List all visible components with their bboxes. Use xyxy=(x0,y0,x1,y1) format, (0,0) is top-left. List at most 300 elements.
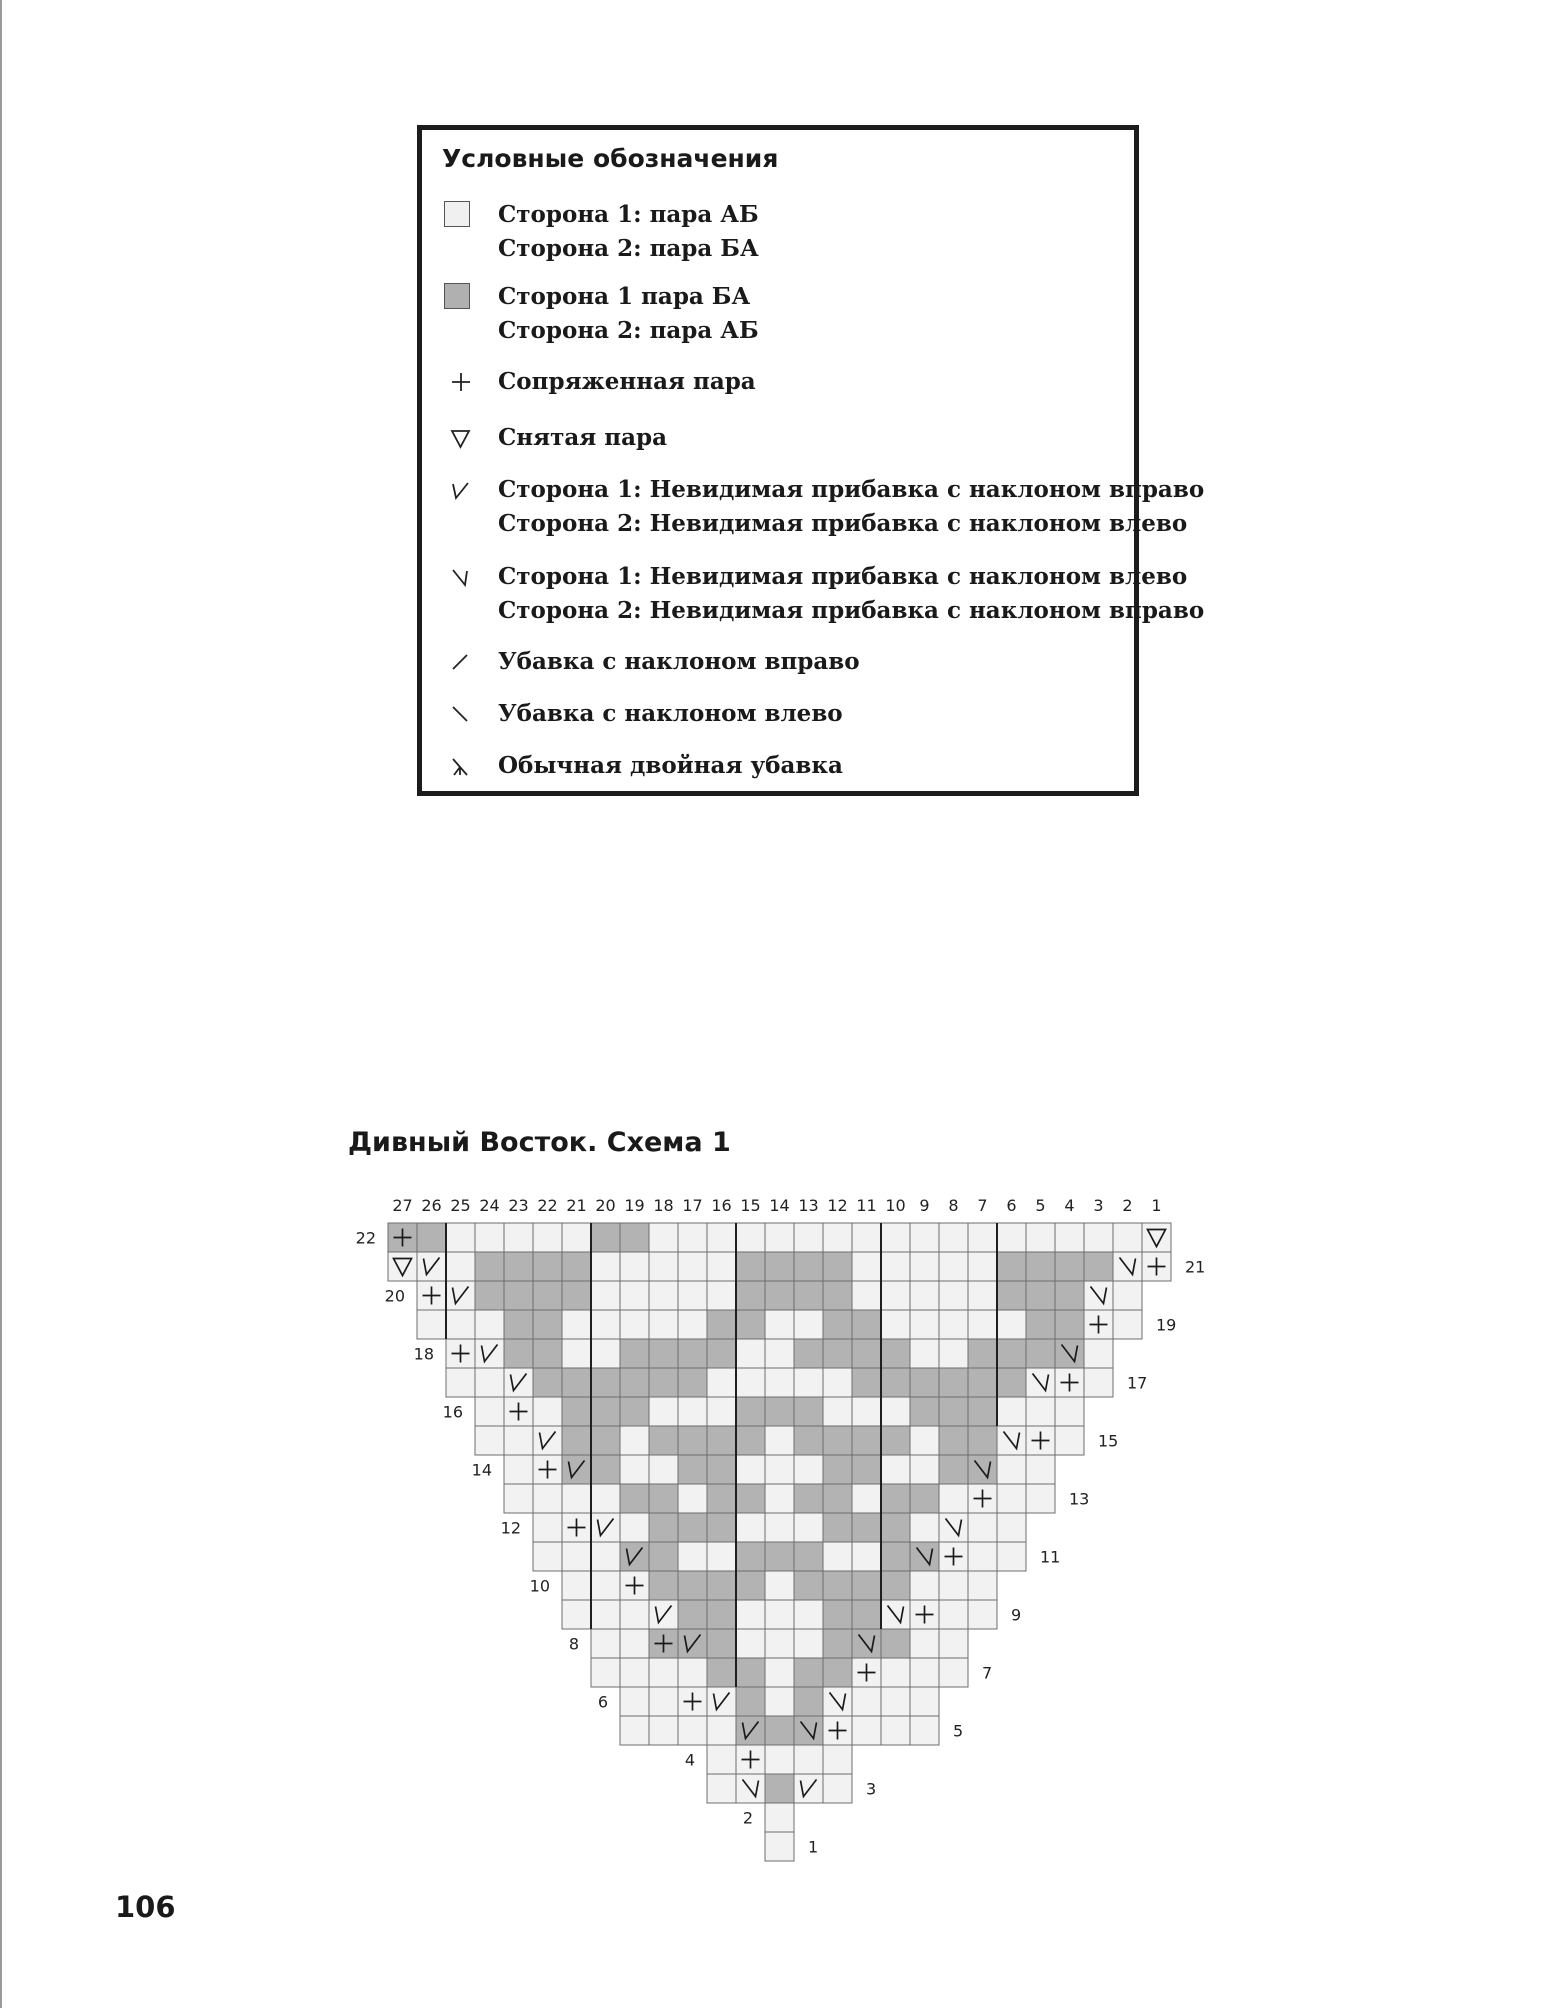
chart-cell xyxy=(533,1310,562,1339)
chart-cell xyxy=(707,1687,736,1716)
chart-cell xyxy=(417,1223,446,1252)
chart-cell xyxy=(591,1310,620,1339)
chart-cell xyxy=(794,1310,823,1339)
chart-cell xyxy=(794,1484,823,1513)
legend-line: Убавка с наклоном вправо xyxy=(498,648,860,675)
legend-line: Сторона 1: пара АБ xyxy=(498,201,759,228)
chart-cell xyxy=(968,1513,997,1542)
row-number: 22 xyxy=(355,1228,376,1248)
page-edge xyxy=(0,0,2,2008)
chart-cell xyxy=(794,1774,823,1803)
chart-cell xyxy=(620,1281,649,1310)
chart-cell xyxy=(504,1426,533,1455)
chart-cell xyxy=(939,1484,968,1513)
chart-cell xyxy=(591,1484,620,1513)
chart-cell xyxy=(852,1310,881,1339)
chart-cell xyxy=(852,1368,881,1397)
chart-cell xyxy=(562,1368,591,1397)
row-number: 11 xyxy=(1040,1547,1061,1567)
chart-cell xyxy=(678,1600,707,1629)
chart-cell xyxy=(678,1542,707,1571)
chart-cell xyxy=(591,1513,620,1542)
legend-line: Сторона 1 пара БА xyxy=(498,283,751,310)
chart-cell xyxy=(504,1484,533,1513)
chart-cell xyxy=(939,1397,968,1426)
chart-cell xyxy=(939,1223,968,1252)
chart-cell xyxy=(533,1281,562,1310)
chart-cell xyxy=(678,1455,707,1484)
chart-cell xyxy=(968,1339,997,1368)
chart-cell xyxy=(475,1223,504,1252)
legend-line: Сторона 2: пара АБ xyxy=(498,317,759,344)
chart-cell xyxy=(417,1310,446,1339)
chart-cell xyxy=(794,1368,823,1397)
legend-line: Сторона 1: Невидимая прибавка с наклоном влево xyxy=(498,563,1188,590)
chart-cell xyxy=(939,1368,968,1397)
chart-cell xyxy=(765,1658,794,1687)
chart-cell xyxy=(707,1397,736,1426)
chart-title: Дивный Восток. Схема 1 xyxy=(348,1127,731,1158)
chart-cell xyxy=(997,1281,1026,1310)
chart-cell xyxy=(852,1629,881,1658)
triangle-down-icon xyxy=(442,421,476,453)
chart-cell xyxy=(533,1252,562,1281)
chart-cell xyxy=(620,1252,649,1281)
column-number: 11 xyxy=(856,1196,877,1215)
chart-cell xyxy=(823,1310,852,1339)
chart-cell xyxy=(910,1368,939,1397)
chart-cell xyxy=(939,1455,968,1484)
chart-cell xyxy=(823,1368,852,1397)
chart-cell xyxy=(968,1542,997,1571)
chart-cell xyxy=(881,1513,910,1542)
chart-cell xyxy=(1055,1397,1084,1426)
chart-cell xyxy=(939,1252,968,1281)
chart-cell xyxy=(620,1542,649,1571)
chart-cell xyxy=(881,1600,910,1629)
chart-cell xyxy=(823,1339,852,1368)
chart-cell xyxy=(1026,1223,1055,1252)
chart-cell xyxy=(620,1513,649,1542)
chart-cell xyxy=(504,1252,533,1281)
chart-cell xyxy=(591,1397,620,1426)
chart-cell xyxy=(504,1455,533,1484)
chart-cell xyxy=(823,1687,852,1716)
chart-cell xyxy=(794,1571,823,1600)
chart-cell xyxy=(939,1281,968,1310)
row-number: 10 xyxy=(529,1576,550,1596)
chart-cell xyxy=(852,1484,881,1513)
chart-cell xyxy=(939,1310,968,1339)
chart-cell xyxy=(678,1310,707,1339)
chart-cell xyxy=(881,1310,910,1339)
chart-cell xyxy=(823,1426,852,1455)
chart-cell xyxy=(533,1397,562,1426)
chart-cell xyxy=(649,1310,678,1339)
row-number: 3 xyxy=(866,1779,877,1799)
chart-cell xyxy=(649,1600,678,1629)
column-number: 12 xyxy=(827,1196,848,1215)
chart-cell xyxy=(1113,1310,1142,1339)
chart-cell xyxy=(765,1455,794,1484)
chart-cell xyxy=(910,1687,939,1716)
chart-cell xyxy=(504,1368,533,1397)
chart-cell xyxy=(1084,1223,1113,1252)
chart-cell xyxy=(736,1542,765,1571)
chart-cell xyxy=(649,1368,678,1397)
chart-cell xyxy=(910,1716,939,1745)
chart-cell xyxy=(823,1455,852,1484)
column-number: 5 xyxy=(1035,1196,1046,1215)
chart-cell xyxy=(1026,1455,1055,1484)
legend-line: Сторона 2: пара БА xyxy=(498,235,759,262)
chart-cell xyxy=(504,1281,533,1310)
chart-cell xyxy=(707,1310,736,1339)
chart-cell xyxy=(823,1774,852,1803)
chart-cell xyxy=(1026,1484,1055,1513)
chart-cell xyxy=(475,1339,504,1368)
column-number: 3 xyxy=(1093,1196,1104,1215)
chart-cell xyxy=(1113,1252,1142,1281)
chart-cell xyxy=(620,1629,649,1658)
legend-line: Сторона 2: Невидимая прибавка с наклоном влево xyxy=(498,510,1188,537)
chart-cell xyxy=(823,1484,852,1513)
chart-cell xyxy=(1055,1223,1084,1252)
chart-cell xyxy=(736,1774,765,1803)
chart-cell xyxy=(707,1252,736,1281)
chart-cell xyxy=(765,1832,794,1861)
light-square-icon xyxy=(442,198,476,230)
chart-cell xyxy=(794,1397,823,1426)
chart-cell xyxy=(678,1397,707,1426)
knitting-chart xyxy=(340,1185,1240,1885)
chart-cell xyxy=(620,1368,649,1397)
chart-cell xyxy=(707,1629,736,1658)
row-number: 19 xyxy=(1156,1315,1177,1335)
chart-cell xyxy=(707,1484,736,1513)
chart-cell xyxy=(678,1368,707,1397)
chart-cell xyxy=(707,1513,736,1542)
chart-cell xyxy=(649,1455,678,1484)
chart-cell xyxy=(997,1310,1026,1339)
chart-cell xyxy=(823,1658,852,1687)
chart-cell xyxy=(765,1484,794,1513)
chart-cell xyxy=(562,1600,591,1629)
dark-square-icon xyxy=(442,280,476,312)
column-number: 7 xyxy=(977,1196,988,1215)
chart-cell xyxy=(1026,1368,1055,1397)
chart-cell xyxy=(794,1600,823,1629)
chart-cell xyxy=(678,1281,707,1310)
chart-cell xyxy=(620,1455,649,1484)
row-number: 20 xyxy=(384,1286,405,1306)
chart-cell xyxy=(968,1455,997,1484)
column-number: 1 xyxy=(1151,1196,1162,1215)
chart-cell xyxy=(997,1339,1026,1368)
chart-cell xyxy=(707,1281,736,1310)
chart-cell xyxy=(968,1600,997,1629)
chart-cell xyxy=(620,1310,649,1339)
chart-cell xyxy=(852,1542,881,1571)
column-number: 4 xyxy=(1064,1196,1075,1215)
slash-left-icon xyxy=(442,697,476,729)
column-number: 24 xyxy=(479,1196,500,1215)
row-number: 21 xyxy=(1185,1257,1206,1277)
chart-cell xyxy=(417,1252,446,1281)
chart-cell xyxy=(765,1339,794,1368)
chart-cell xyxy=(649,1252,678,1281)
chart-cell xyxy=(707,1600,736,1629)
chart-cell xyxy=(852,1281,881,1310)
chart-cell xyxy=(765,1774,794,1803)
chart-cell xyxy=(475,1368,504,1397)
chart-cell xyxy=(852,1716,881,1745)
chart-cell xyxy=(649,1484,678,1513)
row-number: 14 xyxy=(471,1460,492,1480)
chart-cell xyxy=(823,1252,852,1281)
chart-cell xyxy=(765,1803,794,1832)
chart-cell xyxy=(736,1252,765,1281)
chart-cell xyxy=(881,1252,910,1281)
chart-cell xyxy=(649,1223,678,1252)
chart-cell xyxy=(1026,1252,1055,1281)
legend-line: Убавка с наклоном влево xyxy=(498,700,843,727)
chart-cell xyxy=(997,1455,1026,1484)
chart-cell xyxy=(475,1310,504,1339)
chart-cell xyxy=(968,1223,997,1252)
chart-cell xyxy=(591,1658,620,1687)
chart-cell xyxy=(446,1252,475,1281)
chart-cell xyxy=(823,1745,852,1774)
chart-cell xyxy=(852,1687,881,1716)
chart-cell xyxy=(881,1397,910,1426)
chart-cell xyxy=(736,1397,765,1426)
legend-line: Обычная двойная убавка xyxy=(498,752,843,779)
chart-cell xyxy=(765,1223,794,1252)
chart-cell xyxy=(620,1687,649,1716)
slash-right-icon xyxy=(442,645,476,677)
chart-cell xyxy=(794,1745,823,1774)
chart-cell xyxy=(881,1368,910,1397)
chart-cell xyxy=(620,1223,649,1252)
legend-box xyxy=(417,125,1205,796)
chart-cell xyxy=(794,1513,823,1542)
chart-cell xyxy=(1055,1281,1084,1310)
chart-cell xyxy=(823,1281,852,1310)
chart-cell xyxy=(1055,1310,1084,1339)
row-number: 15 xyxy=(1098,1431,1119,1451)
chart-cell xyxy=(910,1542,939,1571)
chart-cell xyxy=(910,1571,939,1600)
legend-line: Сторона 2: Невидимая прибавка с наклоном вправо xyxy=(498,597,1205,624)
chart-cell xyxy=(1026,1339,1055,1368)
chart-cell xyxy=(939,1600,968,1629)
chart-cell xyxy=(707,1774,736,1803)
chart-cell xyxy=(620,1426,649,1455)
chart-cell xyxy=(678,1339,707,1368)
column-number: 26 xyxy=(421,1196,442,1215)
chart-cell xyxy=(562,1571,591,1600)
chart-cell xyxy=(765,1629,794,1658)
chart-cell xyxy=(736,1455,765,1484)
chart-cell xyxy=(881,1716,910,1745)
chart-cell xyxy=(765,1368,794,1397)
page-number: 106 xyxy=(115,1890,176,1924)
chart-cell xyxy=(1084,1252,1113,1281)
chart-cell xyxy=(910,1397,939,1426)
chart-cell xyxy=(765,1716,794,1745)
chart-cell xyxy=(823,1629,852,1658)
chart-cell xyxy=(504,1223,533,1252)
chart-cell xyxy=(823,1600,852,1629)
chart-cell xyxy=(794,1426,823,1455)
chart-cell xyxy=(533,1339,562,1368)
legend-line: Сопряженная пара xyxy=(498,368,756,395)
chart-cell xyxy=(823,1542,852,1571)
chart-cell xyxy=(997,1542,1026,1571)
double-decrease-icon xyxy=(442,749,476,781)
chart-cell xyxy=(504,1310,533,1339)
chart-cell xyxy=(736,1368,765,1397)
chart-cell xyxy=(678,1252,707,1281)
chart-cell xyxy=(678,1629,707,1658)
chart-cell xyxy=(736,1716,765,1745)
chart-cell xyxy=(997,1484,1026,1513)
chart-cell xyxy=(794,1252,823,1281)
chart-cell xyxy=(968,1310,997,1339)
chart-cell xyxy=(678,1658,707,1687)
chart-cell xyxy=(968,1571,997,1600)
row-number: 5 xyxy=(953,1721,964,1741)
chart-cell xyxy=(678,1484,707,1513)
chart-cell xyxy=(823,1223,852,1252)
chart-cell xyxy=(562,1339,591,1368)
chart-cell xyxy=(881,1455,910,1484)
row-number: 17 xyxy=(1127,1373,1148,1393)
chart-cell xyxy=(678,1513,707,1542)
chart-cell xyxy=(533,1484,562,1513)
chart-cell xyxy=(881,1658,910,1687)
column-number: 18 xyxy=(653,1196,674,1215)
row-number: 13 xyxy=(1069,1489,1090,1509)
chart-cell xyxy=(707,1745,736,1774)
chart-cell xyxy=(765,1513,794,1542)
chart-cell xyxy=(823,1571,852,1600)
chart-cell xyxy=(736,1484,765,1513)
chart-cell xyxy=(707,1658,736,1687)
chart-cell xyxy=(678,1223,707,1252)
chart-cell xyxy=(852,1397,881,1426)
chart-cell xyxy=(678,1571,707,1600)
chart-cell xyxy=(1026,1397,1055,1426)
chart-cell xyxy=(881,1571,910,1600)
column-number: 10 xyxy=(885,1196,906,1215)
chart-cell xyxy=(591,1629,620,1658)
column-number: 15 xyxy=(740,1196,761,1215)
chart-cell xyxy=(649,1397,678,1426)
chart-cell xyxy=(910,1513,939,1542)
chart-cell xyxy=(997,1513,1026,1542)
chart-cell xyxy=(620,1339,649,1368)
chart-cell xyxy=(852,1252,881,1281)
chart-cell xyxy=(736,1223,765,1252)
chart-cell xyxy=(707,1426,736,1455)
chart-cell xyxy=(823,1513,852,1542)
chart-cell xyxy=(881,1426,910,1455)
chart-cell xyxy=(707,1542,736,1571)
chart-cell xyxy=(533,1542,562,1571)
chart-cell xyxy=(446,1310,475,1339)
chart-cell xyxy=(591,1223,620,1252)
chart-cell xyxy=(765,1397,794,1426)
chart-cell xyxy=(678,1426,707,1455)
column-number: 25 xyxy=(450,1196,471,1215)
chart-cell xyxy=(649,1658,678,1687)
chart-cell xyxy=(881,1629,910,1658)
chart-cell xyxy=(997,1397,1026,1426)
chart-cell xyxy=(678,1716,707,1745)
chart-cell xyxy=(736,1687,765,1716)
chart-cell xyxy=(562,1252,591,1281)
row-number: 1 xyxy=(808,1837,819,1857)
chart-cell xyxy=(765,1252,794,1281)
chart-cell xyxy=(765,1310,794,1339)
chart-cell xyxy=(562,1223,591,1252)
chart-cell xyxy=(794,1223,823,1252)
chart-cell xyxy=(591,1600,620,1629)
increase-right-icon xyxy=(442,473,476,505)
chart-cell xyxy=(649,1716,678,1745)
chart-cell xyxy=(910,1658,939,1687)
plus-icon xyxy=(442,365,476,397)
column-number: 2 xyxy=(1122,1196,1133,1215)
chart-cell xyxy=(765,1687,794,1716)
chart-cell xyxy=(707,1716,736,1745)
chart-cell xyxy=(881,1687,910,1716)
chart-cell xyxy=(794,1658,823,1687)
chart-cell xyxy=(649,1571,678,1600)
chart-cell xyxy=(649,1542,678,1571)
chart-cell xyxy=(939,1571,968,1600)
chart-cell xyxy=(707,1368,736,1397)
chart-cell xyxy=(591,1571,620,1600)
chart-cell xyxy=(736,1571,765,1600)
chart-cell xyxy=(910,1629,939,1658)
chart-cell xyxy=(939,1658,968,1687)
chart-cell xyxy=(591,1252,620,1281)
chart-cell xyxy=(591,1281,620,1310)
chart-cell xyxy=(997,1223,1026,1252)
chart-cell xyxy=(504,1339,533,1368)
row-number: 16 xyxy=(442,1402,463,1422)
chart-cell xyxy=(736,1629,765,1658)
chart-cell xyxy=(939,1629,968,1658)
chart-cell xyxy=(736,1310,765,1339)
chart-cell xyxy=(881,1542,910,1571)
chart-cell xyxy=(1113,1223,1142,1252)
chart-cell xyxy=(968,1397,997,1426)
chart-cell xyxy=(562,1455,591,1484)
chart-cell xyxy=(446,1281,475,1310)
chart-cell xyxy=(794,1716,823,1745)
legend-title: Условные обозначения xyxy=(442,144,779,173)
row-number: 8 xyxy=(568,1634,579,1654)
chart-cell xyxy=(736,1658,765,1687)
row-number: 7 xyxy=(982,1663,993,1683)
column-number: 27 xyxy=(392,1196,413,1215)
chart-cell xyxy=(1055,1252,1084,1281)
chart-cell xyxy=(475,1426,504,1455)
